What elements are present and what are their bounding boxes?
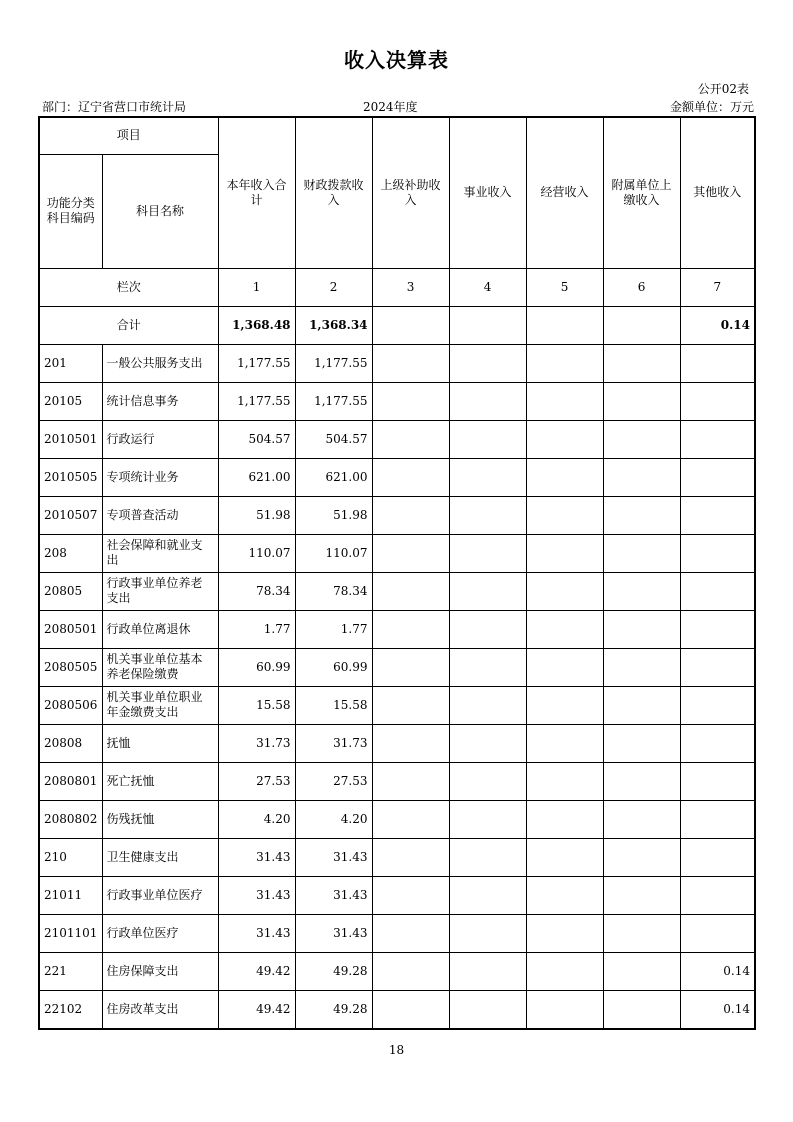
row-superior [372,572,449,610]
row-superior [372,952,449,990]
row-code: 2080501 [39,610,102,648]
column-number: 3 [372,268,449,306]
row-code: 201 [39,344,102,382]
row-other [680,914,755,952]
row-superior [372,724,449,762]
header-fiscal: 财政拨款收入 [295,117,372,268]
row-operating [526,762,603,800]
year-label: 2024年度 [363,100,418,114]
row-fiscal: 4.20 [295,800,372,838]
column-number: 2 [295,268,372,306]
header-func-code: 功能分类科目编码 [39,154,102,268]
row-code: 22102 [39,990,102,1029]
header-superior: 上级补助收入 [372,117,449,268]
department-label: 部门：辽宁省营口市统计局 [42,100,187,114]
table-row [39,914,755,952]
row-code: 221 [39,952,102,990]
row-superior [372,686,449,724]
row-fiscal: 15.58 [295,686,372,724]
table-row [39,876,755,914]
row-operating [526,534,603,572]
header-operating: 经营收入 [526,117,603,268]
row-business [449,724,526,762]
table-row [39,534,755,572]
row-business [449,572,526,610]
row-other: 0.14 [680,990,755,1029]
row-superior [372,610,449,648]
row-affiliated [603,648,680,686]
row-operating [526,420,603,458]
row-affiliated [603,610,680,648]
header-other: 其他收入 [680,117,755,268]
row-affiliated [603,762,680,800]
row-operating [526,344,603,382]
row-operating [526,914,603,952]
row-total: 621.00 [218,458,295,496]
column-number: 1 [218,268,295,306]
row-affiliated [603,914,680,952]
row-operating [526,800,603,838]
table-row [39,686,755,724]
row-fiscal: 49.28 [295,990,372,1029]
row-operating [526,952,603,990]
row-business [449,420,526,458]
row-code: 2010501 [39,420,102,458]
row-affiliated [603,420,680,458]
total-other-value: 0.14 [680,306,755,344]
table-row [39,800,755,838]
row-business [449,648,526,686]
row-business [449,610,526,648]
row-fiscal: 49.28 [295,952,372,990]
row-operating [526,686,603,724]
row-fiscal: 1,177.55 [295,344,372,382]
row-name: 卫生健康支出 [102,838,218,876]
row-other [680,458,755,496]
row-total: 60.99 [218,648,295,686]
row-total: 27.53 [218,762,295,800]
row-superior [372,838,449,876]
row-other [680,420,755,458]
total-superior-value [372,306,449,344]
row-total: 1,177.55 [218,344,295,382]
row-business [449,496,526,534]
row-operating [526,458,603,496]
row-operating [526,990,603,1029]
total-affiliated-value [603,306,680,344]
row-business [449,838,526,876]
row-fiscal: 60.99 [295,648,372,686]
header-item: 项目 [39,117,218,154]
table-row [39,724,755,762]
row-business [449,800,526,838]
row-other [680,572,755,610]
row-business [449,990,526,1029]
row-code: 21011 [39,876,102,914]
row-name: 行政事业单位医疗 [102,876,218,914]
row-name: 统计信息事务 [102,382,218,420]
unit-label: 金额单位：万元 [669,100,754,114]
total-business-value [449,306,526,344]
row-affiliated [603,838,680,876]
page-title: 收入决算表 [344,48,449,72]
row-affiliated [603,382,680,420]
row-other: 0.14 [680,952,755,990]
row-affiliated [603,990,680,1029]
total-row-label: 合计 [39,306,218,344]
row-superior [372,990,449,1029]
table-row [39,610,755,648]
row-code: 208 [39,534,102,572]
row-business [449,914,526,952]
row-affiliated [603,572,680,610]
row-fiscal: 1,177.55 [295,382,372,420]
row-other [680,686,755,724]
table-row [39,838,755,876]
meta-line [38,98,754,114]
form-code: 公开02表 [697,82,749,96]
row-superior [372,648,449,686]
header-subject-name: 科目名称 [102,154,218,268]
row-code: 210 [39,838,102,876]
row-total: 31.43 [218,876,295,914]
table-row [39,762,755,800]
row-business [449,344,526,382]
column-number: 6 [603,268,680,306]
row-other [680,724,755,762]
row-superior [372,762,449,800]
row-code: 2101101 [39,914,102,952]
row-name: 住房保障支出 [102,952,218,990]
row-affiliated [603,496,680,534]
column-number: 5 [526,268,603,306]
row-business [449,686,526,724]
row-operating [526,876,603,914]
row-affiliated [603,534,680,572]
row-superior [372,800,449,838]
row-code: 2080505 [39,648,102,686]
row-name: 一般公共服务支出 [102,344,218,382]
row-affiliated [603,724,680,762]
row-name: 行政运行 [102,420,218,458]
row-business [449,762,526,800]
row-total: 49.42 [218,952,295,990]
row-superior [372,382,449,420]
row-fiscal: 27.53 [295,762,372,800]
row-superior [372,914,449,952]
row-business [449,534,526,572]
total-income-value: 1,368.48 [218,306,295,344]
row-fiscal: 31.73 [295,724,372,762]
row-business [449,458,526,496]
row-name: 机关事业单位职业年金缴费支出 [102,686,218,724]
row-fiscal: 1.77 [295,610,372,648]
row-fiscal: 504.57 [295,420,372,458]
table-row [39,952,755,990]
row-fiscal: 31.43 [295,838,372,876]
page-number: 18 [388,1043,405,1057]
row-affiliated [603,686,680,724]
row-other [680,838,755,876]
row-other [680,534,755,572]
table-row [39,458,755,496]
table-row [39,648,755,686]
row-total: 78.34 [218,572,295,610]
row-fiscal: 51.98 [295,496,372,534]
row-name: 住房改革支出 [102,990,218,1029]
row-operating [526,838,603,876]
row-code: 20105 [39,382,102,420]
row-name: 社会保障和就业支出 [102,534,218,572]
row-other [680,876,755,914]
row-total: 1,177.55 [218,382,295,420]
total-fiscal-value: 1,368.34 [295,306,372,344]
row-code: 2080506 [39,686,102,724]
row-total: 1.77 [218,610,295,648]
row-business [449,952,526,990]
row-code: 2010505 [39,458,102,496]
row-superior [372,458,449,496]
row-business [449,382,526,420]
table-row [39,382,755,420]
row-operating [526,382,603,420]
row-operating [526,610,603,648]
row-superior [372,344,449,382]
row-total: 51.98 [218,496,295,534]
row-name: 抚恤 [102,724,218,762]
row-total: 31.43 [218,838,295,876]
row-fiscal: 31.43 [295,876,372,914]
row-other [680,762,755,800]
row-business [449,876,526,914]
header-total-income: 本年收入合计 [218,117,295,268]
row-name: 行政单位医疗 [102,914,218,952]
row-total: 504.57 [218,420,295,458]
row-fiscal: 621.00 [295,458,372,496]
row-code: 2010507 [39,496,102,534]
row-name: 行政单位离退休 [102,610,218,648]
row-fiscal: 78.34 [295,572,372,610]
row-code: 20808 [39,724,102,762]
row-total: 15.58 [218,686,295,724]
row-operating [526,572,603,610]
column-number: 4 [449,268,526,306]
row-total: 49.42 [218,990,295,1029]
table-row [39,496,755,534]
row-affiliated [603,800,680,838]
row-code: 20805 [39,572,102,610]
table-row [39,572,755,610]
row-superior [372,876,449,914]
row-code: 2080802 [39,800,102,838]
table-row [39,990,755,1029]
row-superior [372,420,449,458]
row-name: 伤残抚恤 [102,800,218,838]
header-affiliated: 附属单位上缴收入 [603,117,680,268]
row-name: 机关事业单位基本养老保险缴费 [102,648,218,686]
row-other [680,648,755,686]
row-superior [372,534,449,572]
row-operating [526,724,603,762]
column-number-label: 栏次 [39,268,218,306]
row-other [680,496,755,534]
row-name: 行政事业单位养老支出 [102,572,218,610]
row-total: 4.20 [218,800,295,838]
row-other [680,610,755,648]
row-superior [372,496,449,534]
total-operating-value [526,306,603,344]
header-business: 事业收入 [449,117,526,268]
table-row [39,420,755,458]
row-name: 专项普查活动 [102,496,218,534]
row-affiliated [603,458,680,496]
row-affiliated [603,876,680,914]
row-other [680,382,755,420]
table-row [39,344,755,382]
row-affiliated [603,344,680,382]
row-operating [526,496,603,534]
row-fiscal: 31.43 [295,914,372,952]
row-affiliated [603,952,680,990]
row-name: 死亡抚恤 [102,762,218,800]
income-table [38,116,756,1030]
row-other [680,800,755,838]
row-total: 31.73 [218,724,295,762]
row-other [680,344,755,382]
row-code: 2080801 [39,762,102,800]
column-number: 7 [680,268,755,306]
row-operating [526,648,603,686]
row-total: 110.07 [218,534,295,572]
row-total: 31.43 [218,914,295,952]
row-name: 专项统计业务 [102,458,218,496]
row-fiscal: 110.07 [295,534,372,572]
